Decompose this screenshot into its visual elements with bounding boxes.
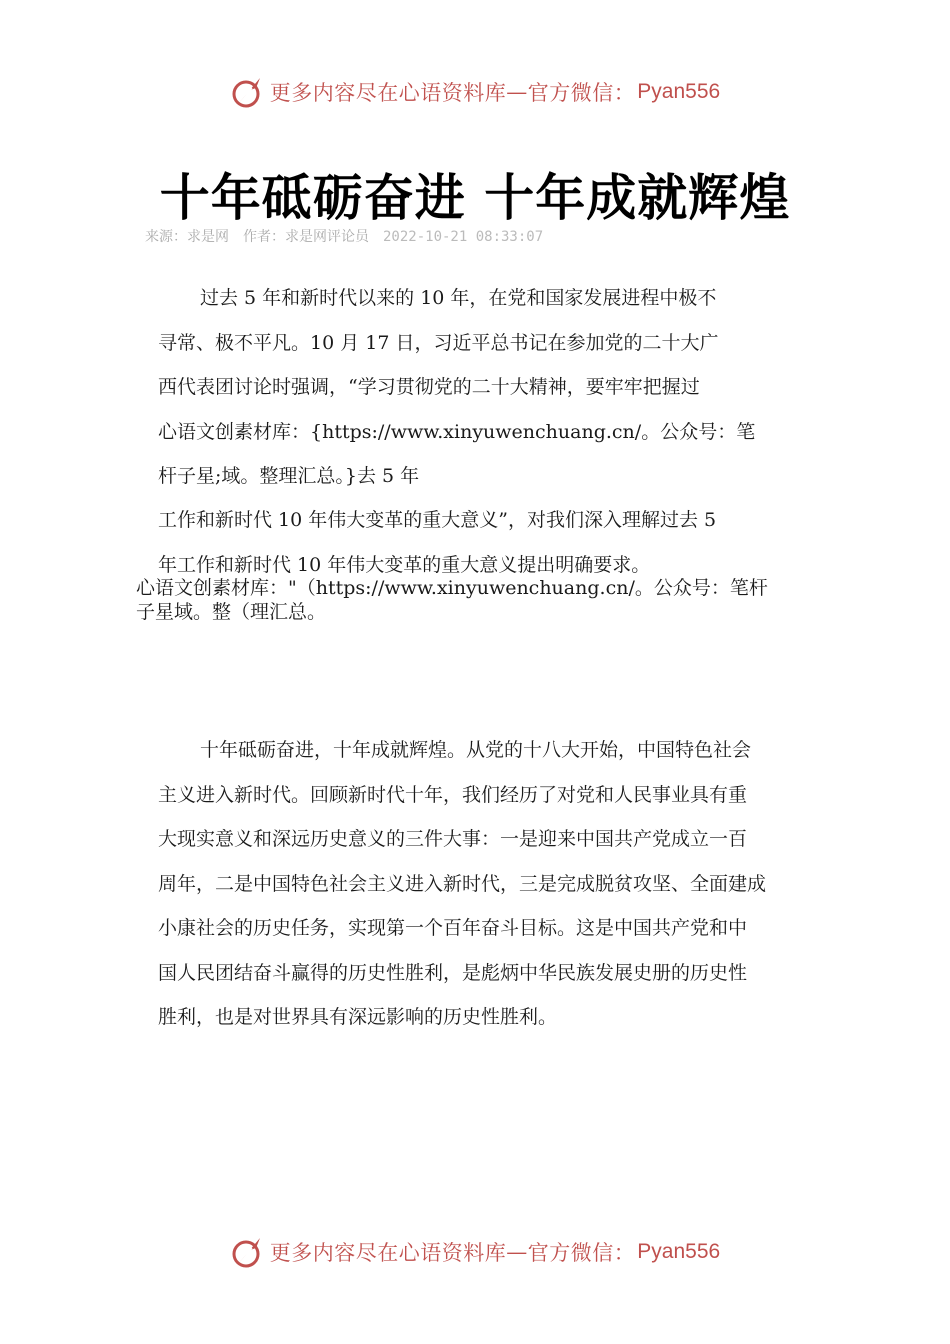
- text-line: 心语文创素材库："（https://www.xinyuwenchuang.cn/。公众号：笔杆: [136, 577, 768, 599]
- article-author: 作者：求是网评论员: [243, 229, 369, 245]
- text-line: 主义进入新时代。回顾新时代十年，我们经历了对党和人民事业具有重: [158, 783, 748, 806]
- text-line: 西代表团讨论时强调，“学习贯彻党的二十大精神，要牢牢把握过: [158, 376, 700, 398]
- paragraph-1: [158, 285, 808, 508]
- banner-wechat-label: 官方微信：: [527, 81, 636, 105]
- text-line: 工作和新时代 10 年伟大变革的重大意义”，对我们深入理解过去 5: [158, 509, 717, 531]
- banner-wechat-id: Pyan556: [637, 1240, 721, 1263]
- banner-text: 更多内容尽在心语资料库: [269, 1241, 507, 1265]
- banner-separator: —: [506, 80, 528, 104]
- article-title: 十年砥砺奋进 十年成就辉煌: [159, 169, 791, 227]
- text-line: 十年砥砺奋进，十年成就辉煌。从党的十八大开始，中国特色社会: [200, 739, 752, 761]
- text-line: 周年，二是中国特色社会主义进入新时代，三是完成脱贫攻坚、全面建成: [158, 872, 767, 895]
- banner-wechat-label: 官方微信：: [527, 1241, 636, 1265]
- text-line: 子星域。整（理汇总。: [136, 601, 327, 623]
- text-line: 大现实意义和深远历史意义的三件大事：一是迎来中国共产党成立一百: [158, 828, 748, 850]
- text-line: 心语文创素材库：{https://www.xinyuwenchuang.cn/。公众号：笔: [158, 420, 756, 443]
- article-datetime: 2022-10-21 08:33:07: [383, 229, 544, 245]
- article-meta: [145, 226, 845, 246]
- paragraph-3: [136, 576, 826, 624]
- quill-logo-icon: [230, 74, 266, 110]
- text-line: 小康社会的历史任务，实现第一个百年奋斗目标。这是中国共产党和中: [158, 917, 748, 939]
- banner-wechat-id: Pyan556: [637, 80, 721, 103]
- text-line: 胜利，也是对世界具有深远影响的历史性胜利。: [158, 1006, 558, 1028]
- text-line: 寻常、极不平凡。10 月 17 日，习近平总书记在参加党的二十大广: [158, 331, 719, 354]
- banner-separator: —: [506, 1240, 528, 1264]
- text-line: 国人民团结奋斗赢得的历史性胜利，是彪炳中华民族发展史册的历史性: [158, 961, 748, 984]
- footer-banner: [0, 1232, 950, 1272]
- banner-text: 更多内容尽在心语资料库: [269, 81, 507, 105]
- paragraph-4: [158, 737, 808, 1049]
- text-line: 过去 5 年和新时代以来的 10 年，在党和国家发展进程中极不: [200, 287, 717, 309]
- article-source: 来源：求是网: [145, 229, 229, 245]
- quill-logo-icon: [230, 1234, 266, 1270]
- text-line: 杆子星;域。整理汇总。}去 5 年: [158, 465, 420, 487]
- text-line: 年工作和新时代 10 年伟大变革的重大意义提出明确要求。: [158, 553, 651, 576]
- header-banner: [0, 72, 950, 112]
